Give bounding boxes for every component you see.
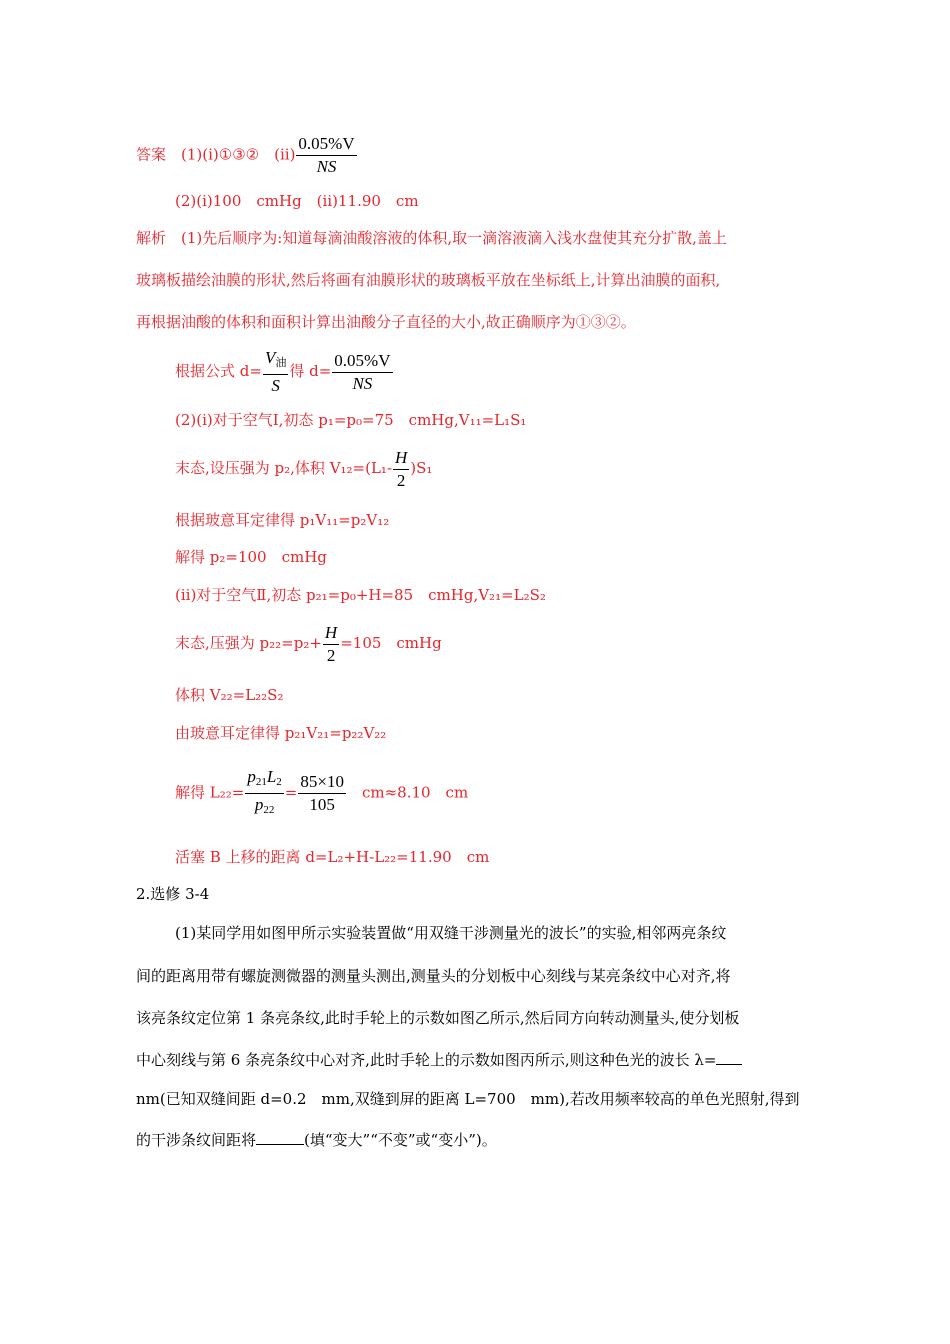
question-line-6 (136, 1130, 497, 1150)
line-volume: 体积 V₂₂=L₂₂S₂ (175, 686, 284, 704)
solve2-frac-numeric (298, 771, 346, 816)
solve2-den2: 105 (309, 795, 335, 814)
answer-part1: (1)(ⅰ)①③② (ⅱ) (181, 145, 296, 164)
question-line-2: 间的距离用带有螺旋测微器的测量头测出,测量头的分划板中心刻线与某亮条纹中心对齐,将 (136, 967, 731, 985)
end2-den: 2 (326, 645, 336, 665)
end2-suffix: =105 cmHg (340, 634, 442, 652)
question-line-6-b: (填“变大”“不变”或“变小”)。 (304, 1131, 497, 1149)
line-final: 活塞 B 上移的距离 d=L₂+H-L₂₂=11.90 cm (175, 848, 490, 866)
analysis-line-1 (136, 228, 727, 248)
end1-frac (393, 447, 409, 492)
solve2-prefix: 解得 L₂₂= (175, 783, 245, 802)
question-heading: 2.选修 3-4 (136, 885, 210, 903)
spacing-blank (256, 1130, 304, 1145)
solve2-frac-symbolic (245, 766, 283, 821)
solve2-eq: = (284, 783, 298, 802)
formula1-s: S (271, 376, 280, 395)
solve2-den-p-sub: 22 (263, 804, 275, 816)
formula1-den: NS (352, 373, 373, 393)
line-boyle1: 根据玻意耳定律得 p₁V₁₁=p₂V₁₂ (175, 511, 390, 529)
end1-prefix: 末态,设压强为 p₂,体积 V₁₂=(L₁- (175, 459, 393, 477)
question-line-6-a: 的干涉条纹间距将 (136, 1131, 257, 1149)
solve2-num-l: L (266, 767, 277, 786)
end1-den: 2 (396, 470, 406, 490)
answer-part2: (2)(ⅰ)100 cmHg (ⅱ)11.90 cm (175, 192, 419, 210)
formula1-frac-vs (263, 347, 288, 397)
answer-fraction-numerator: 0.05%V (296, 133, 356, 156)
answer-fraction-denominator: NS (316, 157, 337, 176)
end2-prefix: 末态,压强为 p₂₂=p₂+ (175, 634, 322, 652)
solve2-num2: 85×10 (298, 771, 346, 794)
answer-line (136, 133, 358, 178)
line-solve1: 解得 p₂=100 cmHg (175, 548, 327, 566)
formula1-mid: 得 d= (289, 362, 332, 380)
analysis-line-3: 再根据油酸的体积和面积计算出油酸分子直径的大小,故正确顺序为①③②。 (136, 313, 636, 331)
question-line-4-text: 中心刻线与第 6 条亮条纹中心对齐,此时手轮上的示数如图丙所示,则这种色光的波长 λ= (136, 1051, 717, 1069)
end1-suffix: )S₁ (410, 459, 433, 477)
analysis-p1-line1: (1)先后顺序为:知道每滴油酸溶液的体积,取一滴溶液滴入浅水盘使其充分扩散,盖上 (181, 229, 727, 247)
analysis-label: 解析 (136, 229, 167, 247)
end1-num: H (393, 447, 409, 470)
wavelength-blank (716, 1050, 742, 1065)
solve2-den-p: p (254, 795, 264, 814)
question-line-4 (136, 1050, 742, 1070)
line-end1 (175, 446, 432, 492)
line-solve2 (175, 766, 468, 821)
line-2ii: (ⅱ)对于空气Ⅱ,初态 p₂₁=p₀+H=85 cmHg,V₂₁=L₂S₂ (175, 586, 546, 604)
line-end2 (175, 621, 442, 667)
solve2-num-p-sub: 21 (255, 776, 267, 788)
formula1-frac-result (332, 350, 392, 395)
line-boyle2: 由玻意耳定律得 p₂₁V₂₁=p₂₂V₂₂ (175, 724, 387, 742)
question-line-3: 该亮条纹定位第 1 条亮条纹,此时手轮上的示数如图乙所示,然后同方向转动测量头,使分划板 (136, 1009, 740, 1027)
answer-label: 答案 (136, 145, 167, 164)
formula1-prefix: 根据公式 d= (175, 362, 262, 380)
line-2i: (2)(ⅰ)对于空气Ⅰ,初态 p₁=p₀=75 cmHg,V₁₁=L₁S₁ (175, 411, 527, 429)
end2-frac (323, 622, 339, 667)
answer-fraction (296, 133, 356, 178)
end2-num: H (323, 622, 339, 645)
question-line-1: (1)某同学用如图甲所示实验装置做“用双缝干涉测量光的波长”的实验,相邻两亮条纹 (175, 924, 727, 942)
solve2-num-l-sub: 2 (276, 776, 282, 788)
solve2-suffix: cm≈8.10 cm (346, 783, 469, 802)
formula-line-1 (175, 347, 394, 397)
formula1-v-sub: 油 (275, 357, 287, 369)
formula1-num: 0.05%V (332, 350, 392, 373)
analysis-line-2: 玻璃板描绘油膜的形状,然后将画有油膜形状的玻璃板平放在坐标纸上,计算出油膜的面积, (136, 271, 721, 289)
solve2-num-p: p (247, 767, 256, 786)
formula1-v: V (264, 348, 276, 367)
question-line-5: nm(已知双缝间距 d=0.2 mm,双缝到屏的距离 L=700 mm),若改用频率较高的单色光照射,得到 (136, 1090, 800, 1108)
